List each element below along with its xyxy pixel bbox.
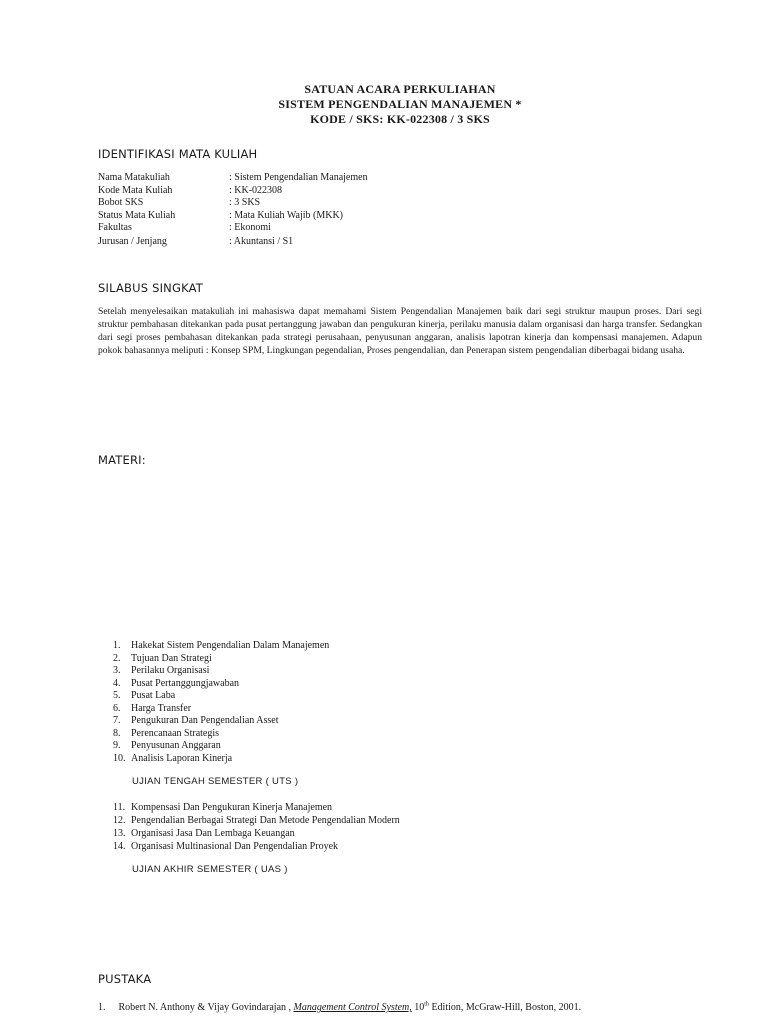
reference-item	[98, 1002, 581, 1015]
item-text: Penyusunan Anggaran	[131, 740, 221, 751]
reference-edition-suffix: th	[424, 1001, 429, 1008]
title-line-1: SATUAN ACARA PERKULIAHAN	[304, 82, 496, 96]
item-text: Analisis Laporan Kinerja	[131, 753, 233, 764]
item-number: 2.	[113, 653, 121, 664]
item-number: 10.	[113, 753, 126, 764]
item-number: 14.	[113, 841, 126, 852]
id-value: : Ekonomi	[229, 222, 271, 233]
reference-book-title: Management Control System,	[293, 1002, 412, 1013]
final-exam-label: UJIAN AKHIR SEMESTER ( UAS )	[132, 864, 288, 875]
materi-item	[113, 828, 295, 841]
identification-heading: IDENTIFIKASI MATA KULIAH	[98, 147, 258, 161]
item-number: 8.	[113, 728, 121, 739]
materi-item	[113, 653, 212, 666]
reference-edition-number: 10	[414, 1002, 425, 1013]
id-label: Bobot SKS	[98, 197, 144, 208]
item-number: 3.	[113, 665, 121, 676]
item-number: 12.	[113, 815, 126, 826]
id-value: : 3 SKS	[229, 197, 261, 208]
materi-item	[113, 640, 329, 653]
materi-item	[113, 815, 400, 828]
item-number: 11.	[113, 802, 126, 813]
item-text: Tujuan Dan Strategi	[131, 653, 212, 664]
item-number: 6.	[113, 703, 121, 714]
materi-item	[113, 715, 278, 728]
materi-heading: MATERI:	[98, 453, 146, 467]
reference-publication: Edition, McGraw-Hill, Boston, 2001.	[428, 1002, 582, 1013]
id-label: Status Mata Kuliah	[98, 210, 176, 221]
item-text: Pengendalian Berbagai Strategi Dan Metode Pengendalian Modern	[131, 815, 400, 826]
id-value: : KK-022308	[229, 185, 283, 196]
item-number: 9.	[113, 740, 121, 751]
pustaka-heading: PUSTAKA	[98, 972, 152, 986]
item-number: 7.	[113, 715, 121, 726]
reference-number: 1.	[98, 1002, 106, 1013]
title-line-2: SISTEM PENGENDALIAN MANAJEMEN *	[278, 97, 522, 111]
materi-item	[113, 753, 232, 766]
materi-item	[113, 665, 209, 678]
item-text: Pusat Pertanggungjawaban	[131, 678, 240, 689]
materi-item	[113, 703, 191, 716]
item-text: Pengukuran Dan Pengendalian Asset	[131, 715, 279, 726]
id-label: Jurusan / Jenjang	[98, 236, 167, 247]
id-label: Kode Mata Kuliah	[98, 185, 173, 196]
id-value: : Mata Kuliah Wajib (MKK)	[229, 210, 343, 221]
materi-item	[113, 678, 239, 691]
midterm-exam-label: UJIAN TENGAH SEMESTER ( UTS )	[132, 776, 299, 787]
syllabus-heading: SILABUS SINGKAT	[98, 281, 204, 295]
id-value: : Sistem Pengendalian Manajemen	[229, 172, 368, 183]
item-text: Organisasi Multinasional Dan Pengendalian Proyek	[131, 841, 339, 852]
reference-authors: Robert N. Anthony & Vijay Govindarajan ,	[118, 1002, 292, 1013]
item-number: 5.	[113, 690, 121, 701]
title-line-3: KODE / SKS: KK-022308 / 3 SKS	[310, 112, 490, 126]
item-text: Kompensasi Dan Pengukuran Kinerja Manajemen	[131, 802, 333, 813]
materi-item	[113, 841, 338, 854]
item-text: Hakekat Sistem Pengendalian Dalam Manajemen	[131, 640, 330, 651]
item-text: Harga Transfer	[131, 703, 192, 714]
materi-item	[113, 728, 219, 741]
syllabus-paragraph: Setelah menyelesaikan matakuliah ini mahasiswa dapat memahami Sistem Pengendalian Manajemen baik dari segi struktur maupun proses. Dari segi struktur pembahasan ditekankan pada pusat pertanggung jawaban dan pengukuran kinerja, perilaku manusia dalam organisasi dan harga transfer. Sedangkan dari segi proses pembahasan ditekankan pada strategi perusahaan, penyusunan anggaran, analisis lapotran kinerja dan kompensasi manajemen. Adapun pokok bahasannya meliputi : Konsep SPM, Lingkungan pegendalian, Proses pengendalian, dan Penerapan sistem pengendalian diberbagai bidang usaha.	[98, 306, 702, 356]
item-number: 4.	[113, 678, 121, 689]
item-number: 13.	[113, 828, 126, 839]
materi-item	[113, 802, 332, 815]
item-text: Perencanaan Strategis	[131, 728, 220, 739]
id-label: Nama Matakuliah	[98, 172, 170, 183]
materi-item	[113, 690, 175, 703]
item-text: Pusat Laba	[131, 690, 176, 701]
id-value: : Akuntansi / S1	[229, 236, 294, 247]
item-text: Organisasi Jasa Dan Lembaga Keuangan	[131, 828, 295, 839]
materi-item	[113, 740, 221, 753]
id-label: Fakultas	[98, 222, 132, 233]
item-number: 1.	[113, 640, 121, 651]
item-text: Perilaku Organisasi	[131, 665, 210, 676]
